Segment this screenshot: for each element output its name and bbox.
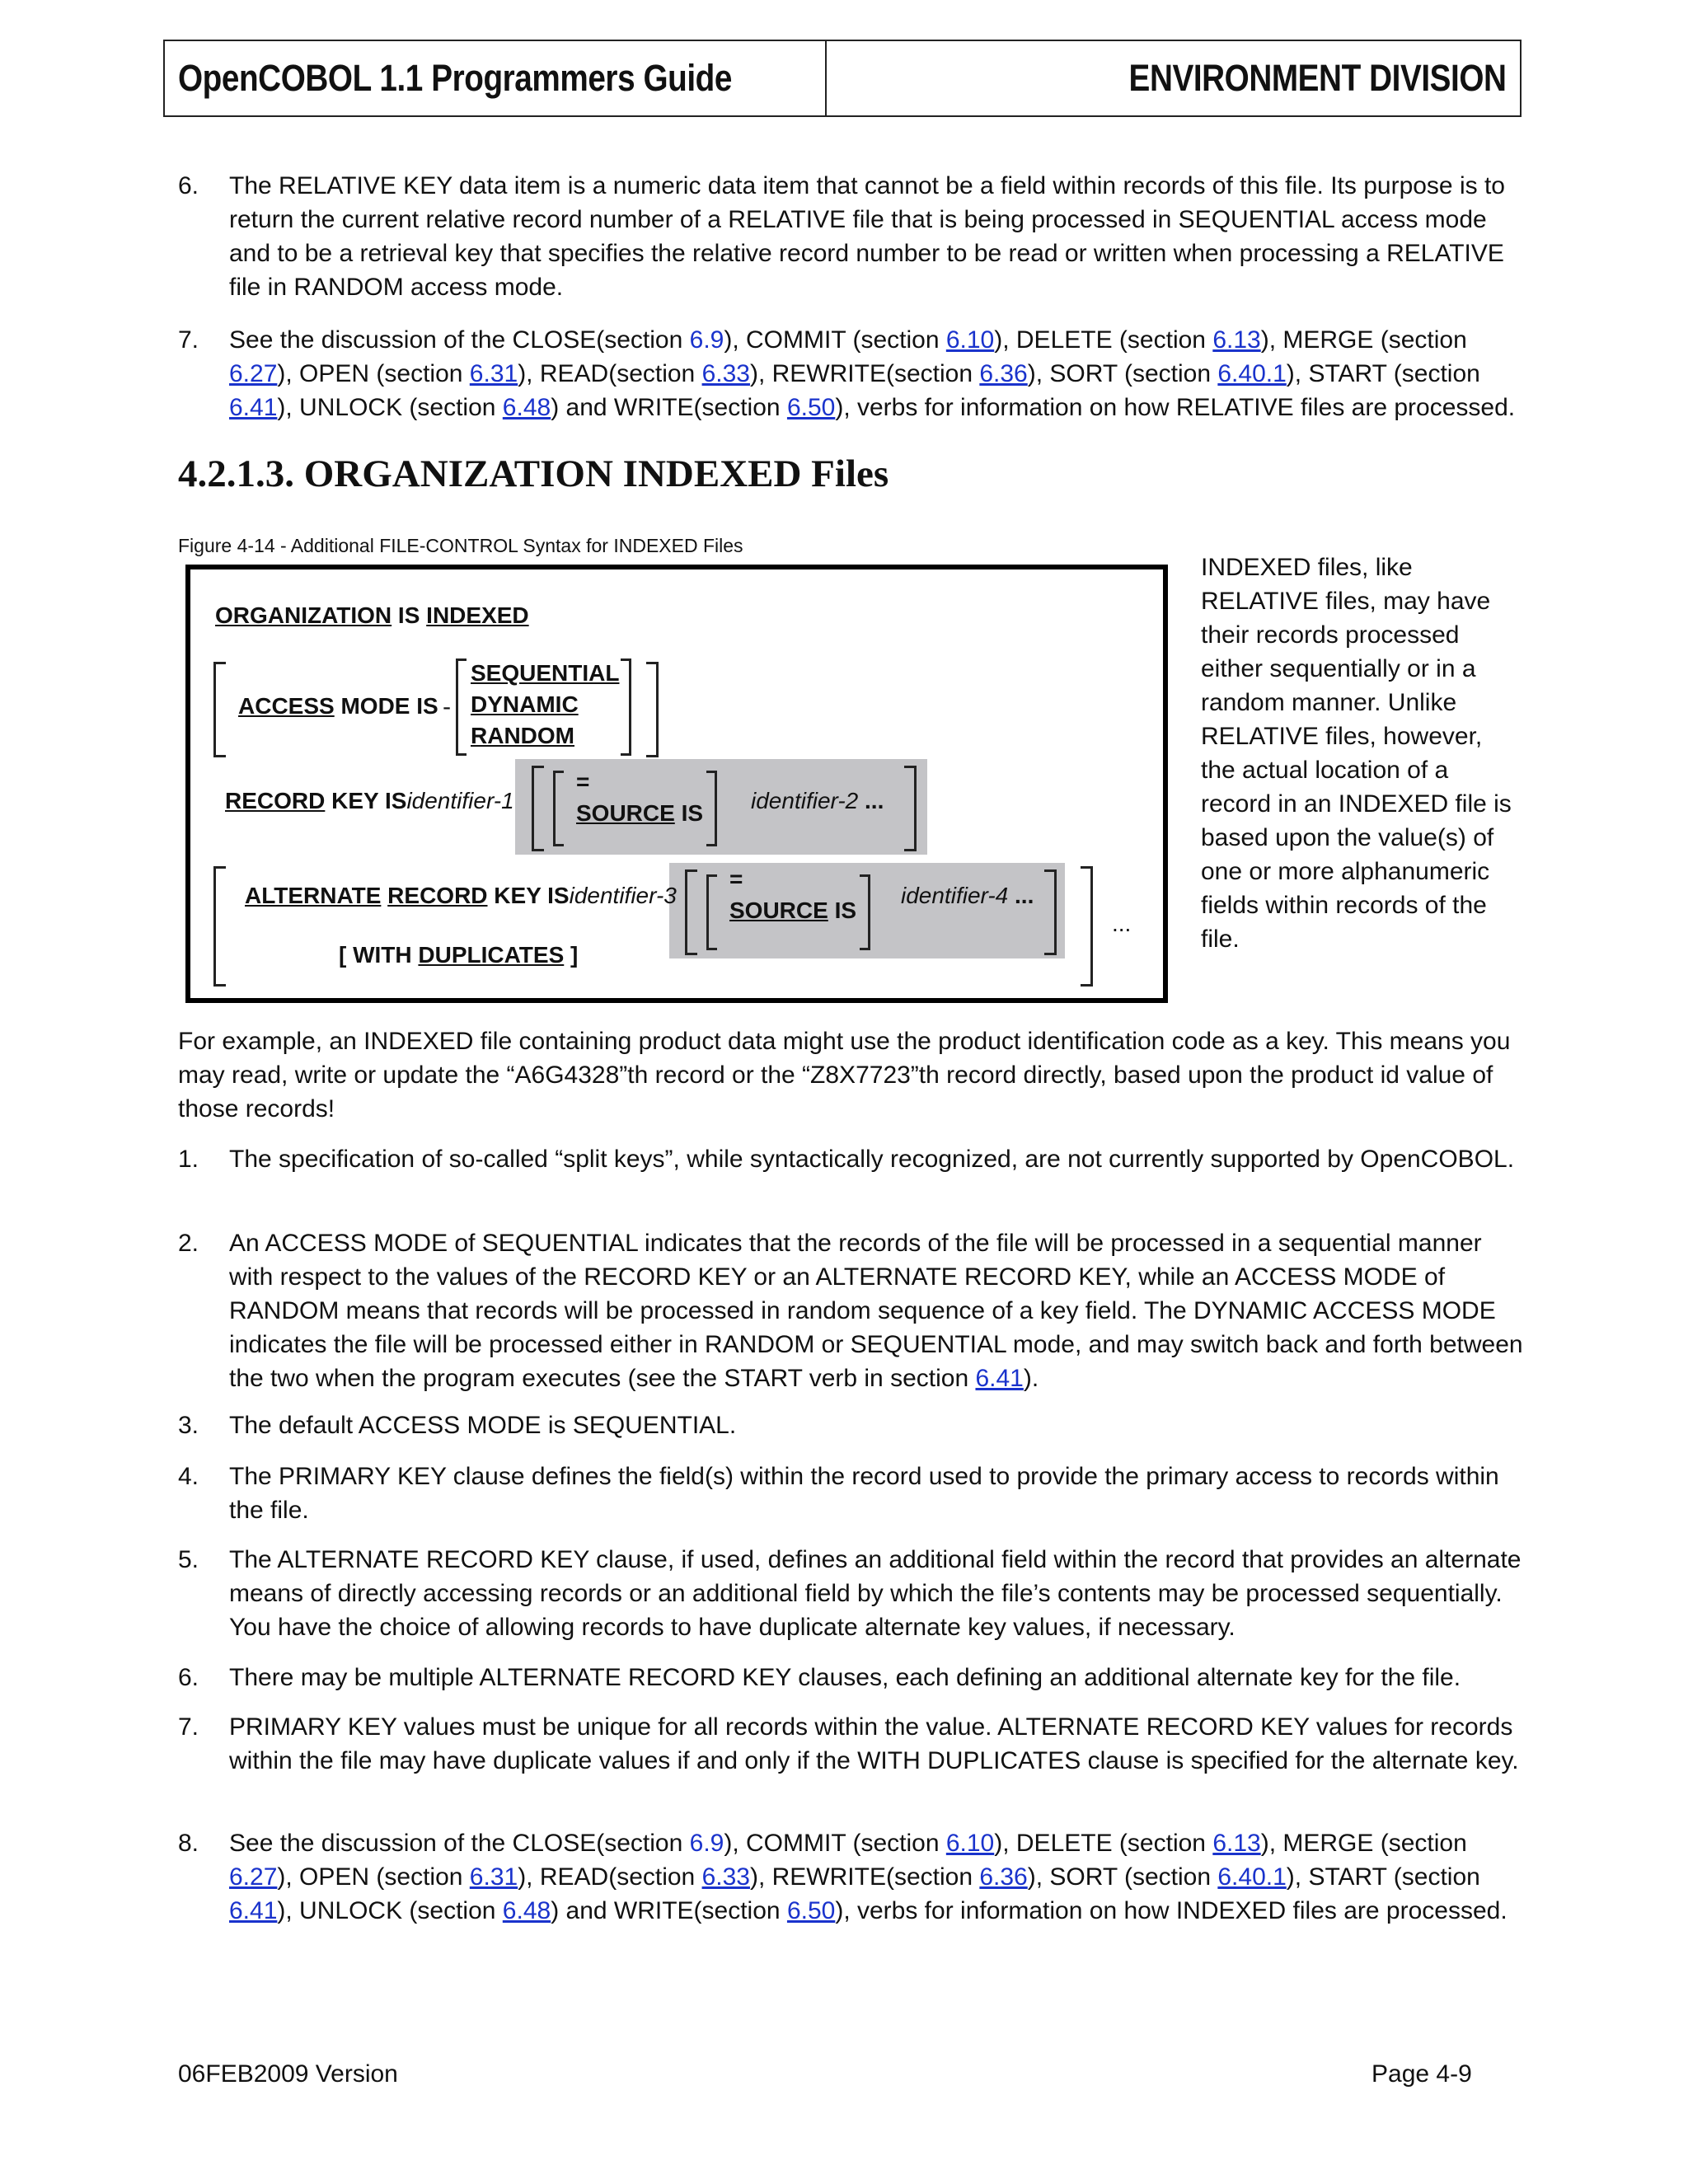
item-text: The PRIMARY KEY clause defines the field(s) within the record used to provide the primary access to records within the file. [229,1463,1499,1524]
item-number: 8. [178,1830,199,1857]
item-number: 3. [178,1412,199,1439]
link-section-6-36[interactable]: 6.36 [979,360,1028,387]
syntax-record-key: RECORD KEY ISidentifier-1 [225,788,514,813]
item-text: There may be multiple ALTERNATE RECORD KEY clauses, each defining an additional alternate key for the file. [229,1664,1461,1691]
syntax-organization-line: ORGANIZATION IS INDEXED [215,602,529,628]
link-section-6-10[interactable]: 6.10 [945,326,995,354]
side-description: INDEXED files, like RELATIVE files, may have their records processed either sequentially or in a random manner. Unlike RELATIVE files, however, the actual location of a record in an INDEXED file is based upon the value(s) of one or more alphanumeric fields within records of the file. [1201,554,1512,953]
brace-source2-right [860,874,870,950]
item-text: The specification of so-called “split keys”, while syntactically recognized, are not currently supported by OpenCOBOL. [229,1146,1515,1173]
item-number: 1. [178,1146,199,1173]
link-section-6-40-1[interactable]: 6.40.1 [1217,1863,1287,1891]
brace-tip: - [443,693,452,720]
item-text: The default ACCESS MODE is SEQUENTIAL. [229,1412,737,1439]
link-section-6-48[interactable]: 6.48 [502,1897,551,1924]
bracket-source1-right [904,766,917,851]
list-item [178,1826,1530,1928]
syntax-sequential: SEQUENTIAL [471,660,620,686]
bracket-access-right [646,662,659,757]
link-section-6-36[interactable]: 6.36 [979,1863,1028,1891]
link-section-6-33[interactable]: 6.33 [701,1863,750,1891]
list-item [178,1661,1530,1694]
syntax-source-is-2: SOURCE IS [729,898,857,923]
link-section-6-10[interactable]: 6.10 [945,1830,995,1857]
brace-source2-left [706,874,717,950]
link-section-6-40-1[interactable]: 6.40.1 [1217,360,1287,387]
brace-source1-left [553,771,564,846]
example-paragraph: For example, an INDEXED file containing product data might use the product identification code as a key. This means you may read, write or update the “A6G4328”th record or the “Z8X7723”th record directly, based upon the product id value of those records! [178,1028,1511,1122]
link-section-6-9[interactable]: 6.9 [689,326,724,354]
link-section-6-31[interactable]: 6.31 [469,360,518,387]
item-number: 4. [178,1463,199,1490]
link-section-6-27[interactable]: 6.27 [229,1863,278,1891]
list-item [178,1226,1530,1395]
brace-access-left [456,658,467,756]
syntax-outer-ellipsis: ... [1112,911,1132,936]
item-number: 7. [178,1713,199,1741]
syntax-access-mode: ACCESS MODE IS [238,693,438,719]
link-section-6-33[interactable]: 6.33 [701,360,750,387]
bracket-alternate-left [213,866,226,987]
section-heading: 4.2.1.3. ORGANIZATION INDEXED Files [178,452,889,495]
syntax-dynamic: DYNAMIC [471,691,579,717]
syntax-diagram [185,565,1168,1003]
syntax-identifier-2: identifier-2 ... [751,788,884,813]
page-header [163,40,1522,117]
list-item [178,1408,1530,1442]
link-section-6-9[interactable]: 6.9 [689,1830,724,1857]
link-section-6-50[interactable]: 6.50 [786,394,836,421]
item-number: 5. [178,1546,199,1573]
link-section-6-31[interactable]: 6.31 [469,1863,518,1891]
syntax-alternate-record-key: ALTERNATE RECORD KEY ISidentifier-3 [245,883,677,908]
link-section-6-27[interactable]: 6.27 [229,360,278,387]
link-section-6-13[interactable]: 6.13 [1212,1830,1261,1857]
bracket-source1-left [532,766,544,851]
footer-page-number: Page 4-9 [1372,2060,1472,2088]
figure-caption: Figure 4-14 - Additional FILE-CONTROL Syntax for INDEXED Files [178,535,743,556]
item-text: The ALTERNATE RECORD KEY clause, if used, defines an additional field within the record that provides an alternate means of directly accessing records or an additional field by which the file’s contents may be processed sequentially. You have the choice of allowing records to have duplicate alternate key values, if necessary. [229,1546,1522,1641]
brace-source1-right [706,771,717,846]
syntax-identifier-4: identifier-4 ... [901,883,1034,908]
link-section-6-50[interactable]: 6.50 [786,1897,836,1924]
link-section-6-48[interactable]: 6.48 [502,394,551,421]
header-title: OpenCOBOL 1.1 Programmers Guide [165,41,827,115]
item-number: 6. [178,1664,199,1691]
list-item [178,1543,1530,1644]
item-text: See the discussion of the CLOSE(section 6.9), COMMIT (section 6.10), DELETE (section 6.13), MERGE (section 6.27), OPEN (section 6.31), READ(section 6.33), REWRITE(section 6.36), SORT (section 6.40.1), START (section 6.41), UNLOCK (section 6.48) and WRITE(section 6.50), verbs for information on how RELATIVE files are processed. [229,326,1516,421]
list-item [178,1142,1530,1176]
item-number: 2. [178,1230,199,1257]
item-text: An ACCESS MODE of SEQUENTIAL indicates that the records of the file will be processed in a sequential manner with respect to the values of the RECORD KEY or an ALTERNATE RECORD KEY, while an ACCESS MODE of RANDOM means that records will be processed in random sequence of a key field. The DYNAMIC ACCESS MODE indicates the file will be processed either in RANDOM or SEQUENTIAL mode, and may switch back and forth between the two when the program executes (see the START verb in section 6.41). [229,1230,1523,1392]
list-item [178,1460,1530,1527]
bracket-source2-right [1044,869,1057,955]
link-section-6-41[interactable]: 6.41 [229,1897,278,1924]
syntax-equals-1: = [576,769,590,794]
item-text: PRIMARY KEY values must be unique for all records within the value. ALTERNATE RECORD KEY values for records within the file may have duplicate values if and only if the WITH DUPLICATES clause is specified for the alternate key. [229,1713,1519,1774]
link-section-6-41[interactable]: 6.41 [229,394,278,421]
header-section: ENVIRONMENT DIVISION [1128,57,1507,99]
bracket-alternate-right [1081,866,1093,987]
item-text: See the discussion of the CLOSE(section 6.9), COMMIT (section 6.10), DELETE (section 6.13), MERGE (section 6.27), OPEN (section 6.31), READ(section 6.33), REWRITE(section 6.36), SORT (section 6.40.1), START (section 6.41), UNLOCK (section 6.48) and WRITE(section 6.50), verbs for information on how INDEXED files are processed. [229,1830,1507,1924]
list-item [178,169,1530,304]
list-item [178,323,1530,424]
bracket-source2-left [685,869,697,955]
bracket-access-left [213,662,226,757]
syntax-equals-2: = [729,866,743,892]
syntax-source-is-1: SOURCE IS [576,800,704,826]
item-number: 7. [178,326,199,354]
item-text: The RELATIVE KEY data item is a numeric data item that cannot be a field within records of this file. Its purpose is to return the current relative record number of a RELATIVE file that is being processed in SEQUENTIAL access mode and to be a retrieval key that specifies the relative record number to be read or written when processing a RELATIVE file in RANDOM access mode. [229,172,1505,301]
list-item [178,1710,1530,1778]
link-section-6-41[interactable]: 6.41 [975,1365,1024,1392]
item-number: 6. [178,172,199,199]
brace-access-right [621,658,631,756]
footer-version: 06FEB2009 Version [178,2060,398,2088]
syntax-random: RANDOM [471,723,574,748]
link-section-6-13[interactable]: 6.13 [1212,326,1261,354]
syntax-with-duplicates: [ WITH DUPLICATES ] [339,942,579,968]
